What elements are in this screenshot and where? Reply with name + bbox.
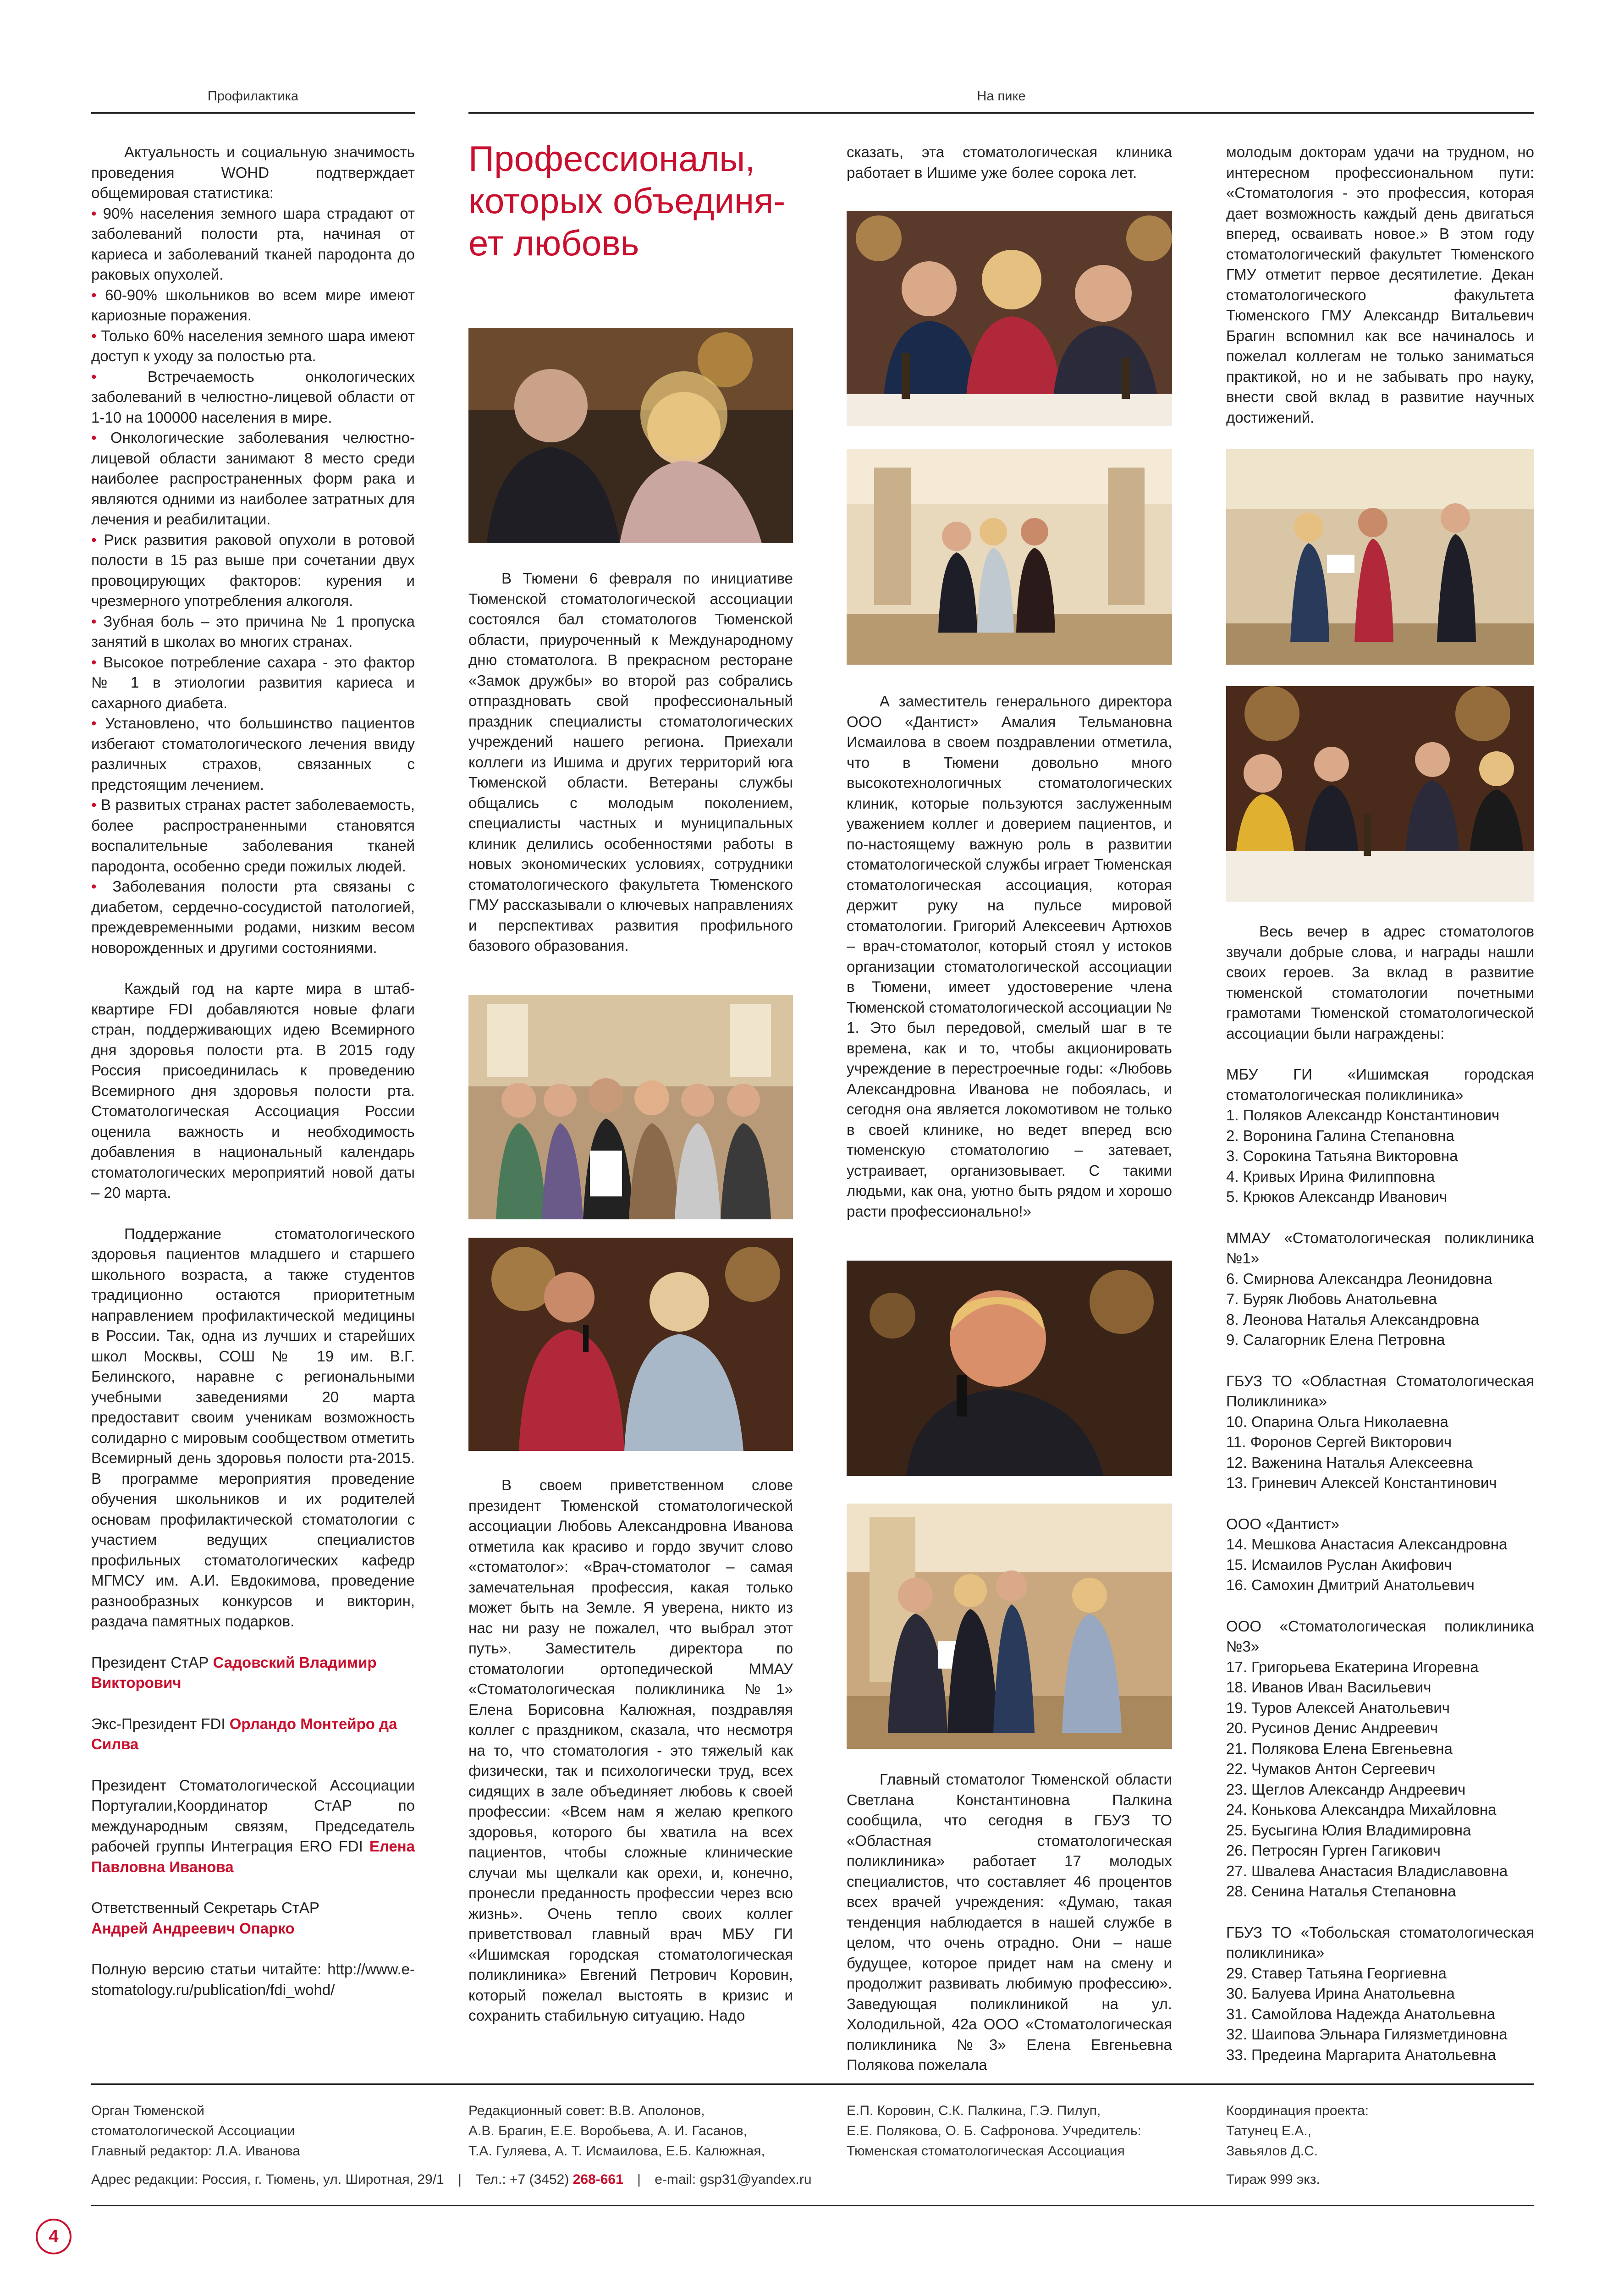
statistic-item: • Зубная боль – это причина № 1 пропуска занятий в школах во многих странах. — [91, 612, 415, 650]
footer-rule-bottom — [91, 2205, 1534, 2206]
column-article-4 — [847, 691, 1172, 1222]
photo-group — [468, 995, 793, 1219]
paragraph: молодым докторам удачи на трудном, но интересном профессиональном пути: «Стоматология - это профессия, которая дает возможность каждый день двигаться вперед, осваивать новое.» В этом году стоматологический факультет Тюменского ГМУ отметит первое десятилетие. Декан стоматологического факультета Тюменского ГМУ Александр Витальевич Брагин вспомнил как все начиналось и пожелал коллегам не только заниматься практикой, но и не забывать про науку, внести свой вклад в развитие научных достижений. — [1226, 143, 1534, 426]
signature: Экс-Президент FDI Орландо Монтейро да Силва — [91, 1715, 397, 1752]
column-article-2 — [468, 1475, 793, 2026]
award-recipient: 4. Кривых Ирина Филипповна — [1226, 1168, 1435, 1185]
section-header-prophylaxis — [91, 86, 415, 114]
statistic-item: • Установлено, что большинство пациентов избегают стоматологического лечения ввиду различных страхов, связанных с предстоящим лечением. — [91, 715, 415, 793]
award-organization: ГБУЗ ТО «Тобольская стоматологическая поликлиника» — [1226, 1923, 1534, 1961]
award-recipient: 3. Сорокина Татьяна Викторовна — [1226, 1147, 1458, 1164]
award-recipient: 31. Самойлова Надежда Анатольевна — [1226, 2005, 1496, 2022]
awards-list — [1226, 1064, 1534, 2065]
bullet-icon: • — [91, 531, 104, 548]
section-rule — [468, 112, 1534, 114]
award-recipient: 23. Щеглов Александр Андреевич — [1226, 1780, 1466, 1798]
award-recipient: 24. Конькова Александра Михайловна — [1226, 1801, 1497, 1818]
bullet-icon: • — [91, 878, 113, 895]
footer-email[interactable]: e-mail: gsp31@yandex.ru — [655, 2172, 812, 2187]
award-group — [1226, 1616, 1534, 1902]
footer-circulation: Тираж 999 экз. — [1226, 2172, 1320, 2187]
statistic-item: • Риск развития раковой опухоли в ротовой полости в 15 раз выше при сочетании двух провоцирующих факторов: курения и чрезмерного употребления алкоголя. — [91, 531, 415, 609]
section-header-peak — [468, 86, 1534, 114]
statistic-item: • Только 60% населения земного шара имеют доступ к уходу за полостью рта. — [91, 327, 415, 364]
footer-phone: Тел.: +7 (3452) 268-661 — [475, 2172, 623, 2187]
column-article-5 — [847, 1769, 1172, 2076]
photo-hall — [847, 449, 1172, 665]
footer-rule-top — [91, 2083, 1534, 2085]
signature: Президент Стоматологической Ассоциации Португалии,Координатор СтАР по международным связям, Председатель рабочей группы Интеграция ERO FDI Елена Павловна Иванова — [91, 1776, 415, 1875]
footer-council: Редакционный совет: В.В. Аполонов, А.В. Брагин, Е.Е. Воробьева, А. И. Гасанов, Т.А. Гуляева, А. Т. Исмаилова, Е.Б. Калюжная, — [468, 2103, 765, 2159]
footer-council-2: Е.П. Коровин, С.К. Палкина, Г.Э. Пилуп, Е.Е. Полякова, О. Б. Сафронова. Учредитель: Тюменская стоматологическая Ассоциация — [847, 2103, 1141, 2159]
article-link[interactable]: Полную версию статьи читайте: http://www.e-stomatology.ru/publication/fdi_wohd/ — [91, 1961, 415, 1998]
footer-organ: Орган Тюменской стоматологической Ассоциации Главный редактор: Л.А. Иванова — [91, 2103, 300, 2159]
photo-couple — [468, 328, 793, 543]
paragraph: В своем приветственном слове президент Тюменской стоматологической ассоциации Любовь Александровна Иванова отметила как красиво и гордо звучит слово «стоматолог»: «Врач-стоматолог – самая замечательная профессия, какая только может быть на Земле. Я уверена, никто из нас ни разу не пожалел, что выбрал этот путь». Заместитель директора по стоматологии ортопедической ММАУ «Стоматологическая поликлиника №1» Елена Борисовна Калюжная, поздравляя коллег с праздником, сказала, что несмотря на то, что стоматология - это тяжелый как физически, так и психологически труд, всех сидящих в зале объединяет любовь к своей профессии: «Всем нам я желаю крепкого здоровья, которого бы хватила на всех пациентов, чтобы сложные клинические случаи мы щелкали как орехи, и, конечно, пронесли преданность профессии через всю жизнь». Очень тепло своих коллег приветствовал главный врач МБУ ГИ «Ишимская городская стоматологическая поликлиника» Евгений Петрович Коровин, который пожелал выстоять в кризис и сохранить стабильную ситуацию. Надо — [468, 1477, 793, 2024]
paragraph: Весь вечер в адрес стоматологов звучали добрые слова, и награды нашли своих героев. За вклад в развитие тюменской стоматологии почетными грамотами Тюменской стоматологической ассоциации были награждены: — [1226, 923, 1534, 1042]
photo-man-microphone — [847, 1261, 1172, 1476]
footer-address: Адрес редакции: Россия, г. Тюмень, ул. Широтная, 29/1 — [91, 2172, 444, 2187]
bullet-icon: • — [91, 368, 148, 385]
signature: Ответственный Секретарь СтАР Андрей Андреевич Опарко — [91, 1899, 319, 1937]
award-recipient: 2. Воронина Галина Степановна — [1226, 1127, 1454, 1144]
award-recipient: 5. Крюков Александр Иванович — [1226, 1188, 1448, 1205]
award-recipient: 10. Опарина Ольга Николаевна — [1226, 1413, 1448, 1430]
section-rule — [91, 112, 415, 114]
award-group — [1226, 1514, 1534, 1596]
statistics-list — [91, 204, 415, 959]
footer-coordination: Координация проекта: Татунец Е.А., Завьялов Д.С. — [1226, 2103, 1369, 2159]
statistic-item: • 90% населения земного шара страдают от заболеваний полости рта, начиная от кариеса и заболеваний тканей пародонта до раковых опухолей. — [91, 204, 415, 283]
column-prophylaxis — [91, 142, 415, 2000]
award-recipient: 25. Бусыгина Юлия Владимировна — [1226, 1821, 1471, 1839]
award-group — [1226, 1371, 1534, 1493]
award-recipient: 11. Форонов Сергей Викторович — [1226, 1433, 1452, 1450]
bullet-icon: • — [91, 429, 110, 446]
award-recipient: 32. Шаипова Эльнара Гилязметдиновна — [1226, 2026, 1508, 2043]
bullet-icon: • — [91, 715, 105, 732]
bullet-icon: • — [91, 653, 104, 671]
award-recipient: 22. Чумаков Антон Сергеевич — [1226, 1760, 1436, 1777]
section-label: На пике — [977, 89, 1026, 104]
award-organization: ООО «Стоматологическая поликлиника №3» — [1226, 1617, 1534, 1655]
award-recipient: 28. Сенина Наталья Степановна — [1226, 1883, 1456, 1900]
paragraph: Главный стоматолог Тюменской области Светлана Константиновна Палкина сообщила, что сегодня в ГБУЗ ТО «Областная стоматологическая поликлиника» работает 17 молодых специалистов, что составляет 46 процентов всех врачей учреждения: «Думаю, такая тенденция наблюдается в нашей службе в целом, что очень отрадно. Они – наше будущее, которое придет нам на смену и продолжит развивать любимую профессию». Заведующая поликлиникой на ул. Холодильной, 42а ООО «Стоматологическая поликлиника №3» Елена Евгеньевна Полякова пожелала — [847, 1771, 1172, 2073]
column-article-3 — [847, 142, 1172, 183]
bullet-icon: • — [91, 286, 105, 303]
photo-banquet — [1226, 686, 1534, 902]
award-recipient: 12. Важенина Наталья Алексеевна — [1226, 1454, 1473, 1471]
award-recipient: 14. Мешкова Анастасия Александровна — [1226, 1536, 1508, 1553]
bullet-icon: • — [91, 204, 103, 222]
award-recipient: 26. Петросян Гурген Гагикович — [1226, 1842, 1441, 1859]
photo-diploma — [1226, 449, 1534, 665]
paragraph: А заместитель генерального директора ООО «Дантист» Амалия Тельмановна Исмаилова в своем поздравлении отметила, что в Тюмени довольно много высокотехнологичных стоматологических клиник, которые пользуются заслуженным уважением коллег и доверием пациентов, и по-настоящему важную роль в развитии стоматологической службы играет Тюменская стоматологическая ассоциация, которая держит руку на пульсе мировой стоматологии. Григорий Алексеевич Артюхов – врач-стоматолог, который стоял у истоков организации стоматологической ассоциации в Тюмени, имеет удостоверение члена Тюменской стоматологической ассоциации № 1. Это был передовой, смелый шаг в те времена, как и то, чтобы акционировать учреждение в перестроечные годы: «Любовь Александровна Иванова не побоялась, и сегодня она является локомотивом не только в своей клинике, но ведет вперед всю тюменскую стоматологию – затевает, устраивает, организовывает. С такими людьми, как она, уютно быть рядом и хорошо расти профессионально!» — [847, 693, 1172, 1220]
paragraph: сказать, эта стоматологическая клиника работает в Ишиме уже более сорока лет. — [847, 143, 1172, 181]
award-recipient: 17. Григорьева Екатерина Игоревна — [1226, 1658, 1479, 1675]
statistic-item: • Заболевания полости рта связаны с диабетом, сердечно-сосудистой патологией, преждевременными родами, низким весом новорожденных и другими состояниями. — [91, 878, 415, 956]
award-organization: ММАУ «Стоматологическая поликлиника №1» — [1226, 1229, 1534, 1267]
statistic-item: • Встречаемость онкологических заболеваний в челюстно-лицевой области от 1-10 на 100000 населения в мире. — [91, 368, 415, 426]
statistic-item: • Высокое потребление сахара - это фактор № 1 в этиологии развития кариеса и сахарного диабета. — [91, 653, 415, 711]
column-article-7 — [1226, 921, 1534, 2065]
intro-paragraph: Актуальность и социальную значимость проведения WOHD подтверждает общемировая статистика: — [91, 143, 415, 201]
award-recipient: 7. Буряк Любовь Анатольевна — [1226, 1290, 1437, 1307]
award-recipient: 16. Самохин Дмитрий Анатольевич — [1226, 1576, 1475, 1593]
award-recipient: 18. Иванов Иван Васильевич — [1226, 1679, 1431, 1696]
award-recipient: 19. Туров Алексей Анатольевич — [1226, 1699, 1450, 1716]
award-recipient: 13. Гриневич Алексей Константинович — [1226, 1474, 1497, 1491]
award-recipient: 6. Смирнова Александра Леонидовна — [1226, 1270, 1492, 1287]
statistic-item: • В развитых странах растет заболеваемость, более распространенными становятся воспалительные заболевания тканей пародонта, особенно среди пожилых людей. — [91, 796, 415, 875]
section-label: Профилактика — [207, 89, 299, 104]
award-recipient: 20. Русинов Денис Андреевич — [1226, 1719, 1438, 1736]
photo-table — [847, 211, 1172, 426]
award-group — [1226, 1064, 1534, 1207]
award-recipient: 8. Леонова Наталья Александровна — [1226, 1311, 1479, 1328]
footer-contacts: Адрес редакции: Россия, г. Тюмень, ул. Широтная, 29/1 | Тел.: +7 (3452) 268-661 | e-mail: gsp31@yandex.ru — [91, 2172, 812, 2187]
bullet-icon: • — [91, 327, 101, 344]
award-recipient: 33. Предеина Маргарита Анатольевна — [1226, 2046, 1496, 2063]
column-article-6 — [1226, 142, 1534, 428]
award-recipient: 21. Полякова Елена Евгеньевна — [1226, 1740, 1453, 1757]
award-organization: ООО «Дантист» — [1226, 1515, 1339, 1532]
award-recipient: 1. Поляков Александр Константинович — [1226, 1107, 1500, 1124]
award-recipient: 9. Салагорник Елена Петровна — [1226, 1331, 1445, 1348]
statistic-item: • Онкологические заболевания челюстно-лицевой области занимают 8 место среди наиболее распространенных форм рака и являются одними из наиболее затратных для лечения и реабилитации. — [91, 429, 415, 528]
award-recipient: 29. Ставер Татьяна Георгиевна — [1226, 1964, 1447, 1982]
award-recipient: 15. Исмаилов Руслан Акифович — [1226, 1556, 1452, 1573]
award-recipient: 30. Балуева Ирина Анатольевна — [1226, 1985, 1455, 2002]
signature: Президент СтАР Садовский Владимир Викторович — [91, 1653, 377, 1691]
column-article-1 — [468, 568, 793, 956]
bullet-icon: • — [91, 612, 104, 630]
bullet-icon: • — [91, 796, 101, 813]
paragraph: В Тюмени 6 февраля по инициативе Тюменской стоматологической ассоциации состоялся бал стоматологов Тюменской области, приуроченный к Международному дню стоматолога. В прекрасном ресторане «Замок дружбы» во второй раз собрались отпраздновать свой профессиональный праздник специалисты стоматологических учреждений нашего региона. Приехали коллеги из Ишима и других территорий юга Тюменской области. Ветераны службы общались с молодым поколением, специалисты частных и муниципальных клиник делились особенностями работы в новых экономических условиях, сотрудники стоматологического факультета Тюменского ГМУ рассказывали о ключевых направлениях и перспективах развития профильного базового образования. — [468, 570, 793, 954]
paragraph: Каждый год на карте мира в штаб-квартире FDI добавляются новые флаги стран, поддерживающих идею Всемирного дня здоровья полости рта. В 2015 году Россия присоединилась к проведению Всемирного дня здоровья полости рта. Стоматологическая Ассоциация России оценила важность и необходимость добавления в национальный календарь стоматологических мероприятий новой даты – 20 марта. — [91, 980, 415, 1201]
article-title: Профессионалы, которых объединя- ет любовь — [468, 138, 786, 263]
photo-speakers — [468, 1238, 793, 1451]
paragraph: Поддержание стоматологического здоровья пациентов младшего и старшего школьного возраста, а также студентов традиционно остаются приоритетным направлением профилактической медицины в России. Так, одна из лучших и старейших школ Москвы, СОШ № 19 им. В.Г. Белинского, наравне с региональными учебными заведениями 20 марта предоставит своим ученикам возможность солидарно с мировым сообществом отметить Всемирный день здоровья полости рта-2015. В программе мероприятия проведение обучения школьников и их родителей основам профилактической стоматологии с участием ведущих специалистов профильных стоматологических кафедр МГМСУ им. А.И. Евдокимова, проведение разнообразных конкурсов и викторин, раздача памятных подарков. — [91, 1225, 415, 1630]
award-organization: ГБУЗ ТО «Областная Стоматологическая Поликлиника» — [1226, 1372, 1534, 1410]
award-recipient: 27. Швалева Анастасия Владиславовна — [1226, 1862, 1508, 1879]
award-organization: МБУ ГИ «Ишимская городская стоматологическая поликлиника» — [1226, 1066, 1534, 1103]
photo-award — [847, 1504, 1172, 1749]
statistic-item: • 60-90% школьников во всем мире имеют кариозные поражения. — [91, 286, 415, 324]
award-group — [1226, 1923, 1534, 2066]
page-number: 4 — [36, 2219, 72, 2254]
award-group — [1226, 1228, 1534, 1350]
